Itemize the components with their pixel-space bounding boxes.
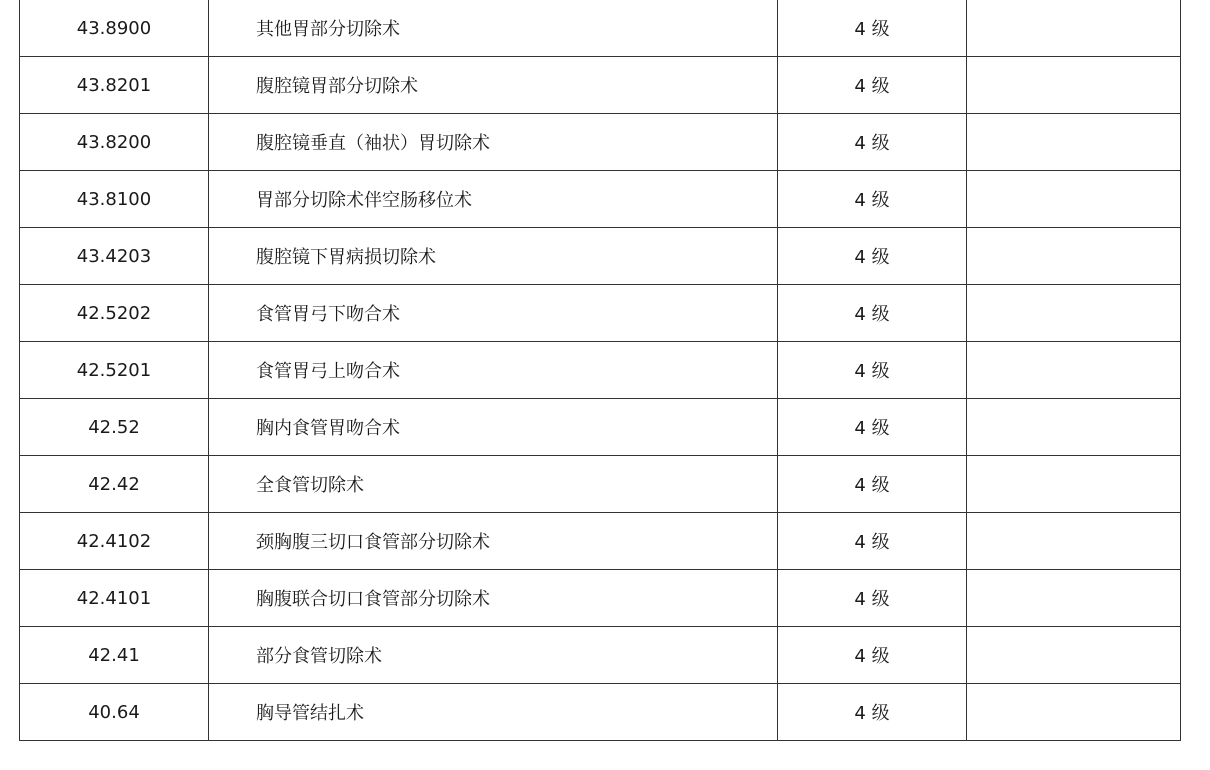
procedure-note-cell: [967, 570, 1181, 627]
procedure-table: [19, 0, 1181, 741]
procedure-level-cell: 4 级: [778, 285, 967, 342]
table-row: [20, 171, 1181, 228]
procedure-name-cell: 食管胃弓下吻合术: [209, 285, 778, 342]
procedure-level-cell: 4 级: [778, 114, 967, 171]
procedure-note-cell: [967, 684, 1181, 741]
table-row: [20, 285, 1181, 342]
table-row: [20, 228, 1181, 285]
procedure-name-cell: 全食管切除术: [209, 456, 778, 513]
procedure-code-cell: 43.8100: [20, 171, 209, 228]
procedure-level-cell: 4 级: [778, 399, 967, 456]
procedure-name-cell: 胃部分切除术伴空肠移位术: [209, 171, 778, 228]
procedure-level-cell: 4 级: [778, 228, 967, 285]
table-row: [20, 684, 1181, 741]
procedure-name-cell: 腹腔镜胃部分切除术: [209, 57, 778, 114]
procedure-code-cell: 42.5201: [20, 342, 209, 399]
procedure-note-cell: [967, 57, 1181, 114]
procedure-code-cell: 42.52: [20, 399, 209, 456]
table-row: [20, 513, 1181, 570]
procedure-level-cell: 4 级: [778, 513, 967, 570]
procedure-note-cell: [967, 114, 1181, 171]
procedure-level-cell: 4 级: [778, 0, 967, 57]
procedure-level-cell: 4 级: [778, 342, 967, 399]
procedure-code-cell: 42.41: [20, 627, 209, 684]
procedure-code-cell: 42.4101: [20, 570, 209, 627]
table-row: [20, 0, 1181, 57]
procedure-name-cell: 腹腔镜垂直（袖状）胃切除术: [209, 114, 778, 171]
procedure-code-cell: 40.64: [20, 684, 209, 741]
table-row: [20, 57, 1181, 114]
procedure-level-cell: 4 级: [778, 57, 967, 114]
procedure-name-cell: 胸腹联合切口食管部分切除术: [209, 570, 778, 627]
procedure-name-cell: 食管胃弓上吻合术: [209, 342, 778, 399]
procedure-level-cell: 4 级: [778, 684, 967, 741]
table-row: [20, 570, 1181, 627]
procedure-code-cell: 43.8900: [20, 0, 209, 57]
procedure-level-cell: 4 级: [778, 456, 967, 513]
table-row: [20, 627, 1181, 684]
procedure-note-cell: [967, 399, 1181, 456]
procedure-note-cell: [967, 342, 1181, 399]
table-row: [20, 456, 1181, 513]
procedure-note-cell: [967, 228, 1181, 285]
procedure-note-cell: [967, 627, 1181, 684]
procedure-name-cell: 部分食管切除术: [209, 627, 778, 684]
procedure-name-cell: 胸导管结扎术: [209, 684, 778, 741]
procedure-name-cell: 腹腔镜下胃病损切除术: [209, 228, 778, 285]
procedure-code-cell: 42.42: [20, 456, 209, 513]
procedure-code-cell: 42.5202: [20, 285, 209, 342]
procedure-note-cell: [967, 0, 1181, 57]
procedure-note-cell: [967, 285, 1181, 342]
procedure-code-cell: 43.4203: [20, 228, 209, 285]
table-row: [20, 114, 1181, 171]
procedure-note-cell: [967, 171, 1181, 228]
procedure-name-cell: 颈胸腹三切口食管部分切除术: [209, 513, 778, 570]
procedure-level-cell: 4 级: [778, 570, 967, 627]
procedure-code-cell: 42.4102: [20, 513, 209, 570]
procedure-table-container: [19, 0, 1180, 741]
procedure-note-cell: [967, 456, 1181, 513]
procedure-name-cell: 胸内食管胃吻合术: [209, 399, 778, 456]
procedure-name-cell: 其他胃部分切除术: [209, 0, 778, 57]
procedure-note-cell: [967, 513, 1181, 570]
table-row: [20, 342, 1181, 399]
table-row: [20, 399, 1181, 456]
procedure-level-cell: 4 级: [778, 171, 967, 228]
procedure-code-cell: 43.8200: [20, 114, 209, 171]
procedure-code-cell: 43.8201: [20, 57, 209, 114]
procedure-level-cell: 4 级: [778, 627, 967, 684]
